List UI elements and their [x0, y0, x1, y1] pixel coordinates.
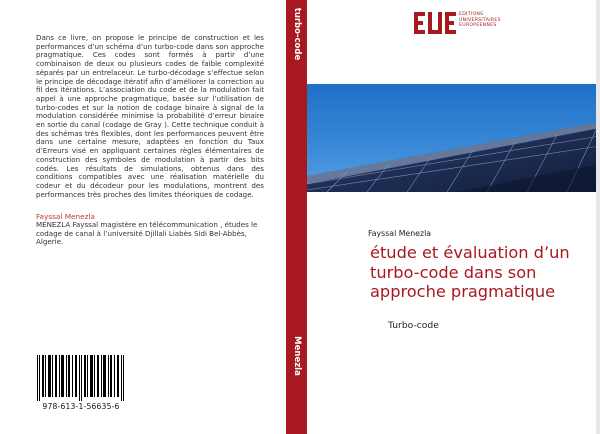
publisher-line: EUROPEENNES	[459, 23, 497, 29]
spine	[286, 0, 307, 434]
author-bio-heading: Fayssal Menezla	[36, 212, 95, 221]
front-cover	[307, 0, 600, 434]
spine-author	[288, 336, 305, 376]
spine-title-text: turbo-code	[291, 7, 302, 61]
publisher-line: UNIVERSITAIRES	[459, 17, 501, 23]
front-author: Fayssal Menezla	[368, 229, 432, 238]
back-cover	[0, 0, 286, 434]
solar-panel-photo-icon	[307, 84, 600, 192]
barcode	[33, 355, 125, 410]
isbn-number: 978-613-1-56635-6	[42, 402, 120, 411]
publisher-line: EDITIONS	[459, 12, 484, 17]
book-subtitle: Turbo-code	[388, 320, 439, 331]
author-bio: MENEZLA Fayssal magistère en télécommunication , études le codage de canal à l’université Djillali Liabès Sidi Bel-Abbès, Algerie.	[36, 220, 258, 247]
book-title: étude et évaluation d’un turbo-code dans son approche pragmatique	[370, 243, 570, 301]
cover-edge	[596, 0, 600, 434]
barcode-icon	[35, 355, 127, 401]
solar-panel-photo	[307, 84, 600, 192]
back-cover-blurb: Dans ce livre, on propose le principe de construction et les performances d’un schéma d’un turbo-code dans son approche pragmatique. Ces codes sont formés à partir d’une combinaison de deux ou plusieurs codes de faible complexité séparés par un entrelaceur. Le turbo-décodage s’effectue selon le principe de décodage itératif afin d’améliorer la correction au fil des itérations. L’association du code et de la modulation fait appel à une approche pragmatique, basée sur l’utilisation de turbo-codes et sur la notion de codage binaire à signal de la modulation considérée minimise la probabilité d’erreur binaire en sortie du canal (codage de Gray ). Cette technique conduit à des schémas très flexibles, dont les performances peuvent être dans une certaine mesure, adaptées en fonction du Taux d’Erreurs visé en appliquant certaines règles élémentaires de construction des symboles de modulation à partir des bits codés. Les résultats de simulations, obtenus dans des conditions compatibles avec une réalisation matérielle du codeur et du décodeur pour les modulations, montrent des performances très proches des limites théoriques de codage.	[36, 33, 264, 199]
spine-author-text: Menezla	[291, 336, 302, 376]
publisher-name	[459, 12, 501, 29]
spine-title	[288, 4, 305, 64]
eue-logo-icon	[414, 12, 456, 34]
